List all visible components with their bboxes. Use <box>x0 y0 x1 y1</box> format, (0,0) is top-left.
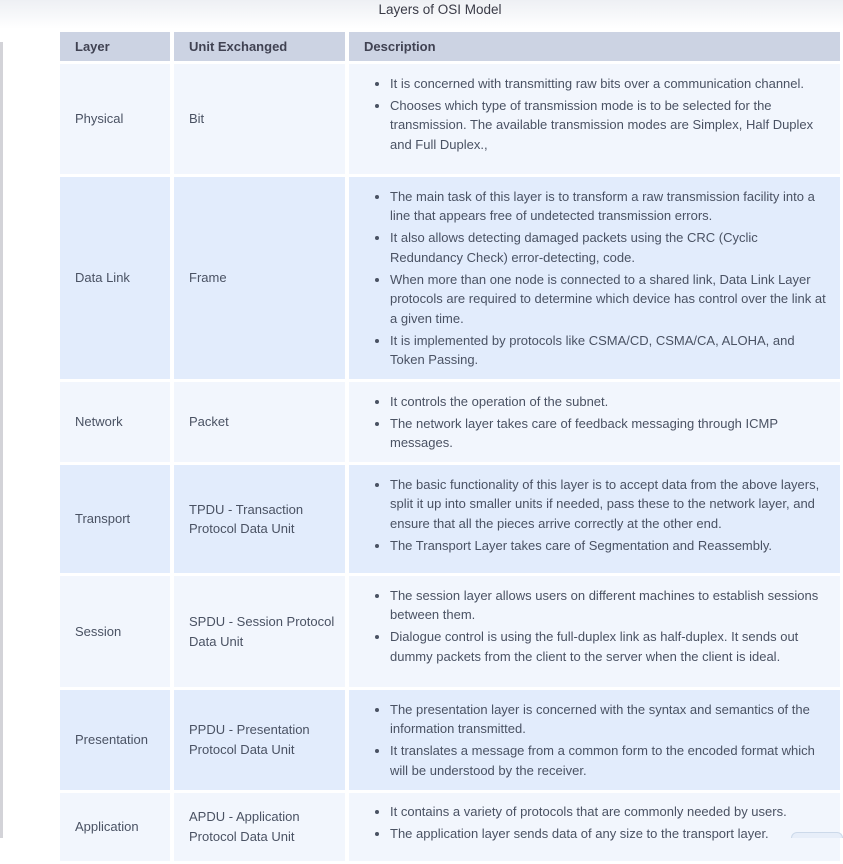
bottom-right-overlay-partial <box>791 832 843 838</box>
description-cell <box>349 177 840 379</box>
osi-table-body <box>60 64 840 861</box>
header-cell-layer: Layer <box>60 32 170 61</box>
table-row <box>60 690 840 790</box>
bullet-item: • It is concerned with transmitting raw bits over a communication channel. <box>390 74 826 94</box>
table-row <box>60 465 840 573</box>
description-bullet-list <box>349 586 826 667</box>
bullet-item: • It is implemented by protocols like CSMA/CD, CSMA/CA, ALOHA, and Token Passing. <box>390 331 826 370</box>
unit-exchanged-cell: Frame <box>174 177 345 379</box>
table-row <box>60 793 840 861</box>
table-row <box>60 177 840 379</box>
page-title: Layers of OSI Model <box>378 2 502 17</box>
header-cell-description: Description <box>349 32 840 61</box>
description-cell <box>349 382 840 462</box>
unit-exchanged-cell: Packet <box>174 382 345 462</box>
bullet-item: • It also allows detecting damaged packets using the CRC (Cyclic Redundancy Check) error-detecting, code. <box>390 228 826 267</box>
left-page-border <box>0 42 3 838</box>
bullet-item: • The application layer sends data of any size to the transport layer. <box>390 824 826 844</box>
bullet-item: • When more than one node is connected to a shared link, Data Link Layer protocols are required to determine which device has control over the link at a given time. <box>390 270 826 329</box>
bullet-item: • It contains a variety of protocols that are commonly needed by users. <box>390 802 826 822</box>
bullet-item: • It translates a message from a common form to the encoded format which will be understood by the receiver. <box>390 741 826 780</box>
description-cell <box>349 576 840 687</box>
layer-cell: Network <box>60 382 170 462</box>
description-bullet-list <box>349 187 826 370</box>
bullet-item: • The network layer takes care of feedback messaging through ICMP messages. <box>390 414 826 453</box>
description-cell <box>349 64 840 174</box>
bullet-item: • The Transport Layer takes care of Segmentation and Reassembly. <box>390 536 826 556</box>
table-row <box>60 382 840 462</box>
bullet-item: • The main task of this layer is to transform a raw transmission facility into a line that appears free of undetected transmission errors. <box>390 187 826 226</box>
bullet-item: • The basic functionality of this layer is to accept data from the above layers, split it up into smaller units if needed, pass these to the network layer, and ensure that all the pieces arrive correctly at the other end. <box>390 475 826 534</box>
layer-cell: Presentation <box>60 690 170 790</box>
bullet-item: • The session layer allows users on different machines to establish sessions between them. <box>390 586 826 625</box>
description-bullet-list <box>349 802 826 844</box>
unit-exchanged-cell: APDU - Application Protocol Data Unit <box>174 793 345 861</box>
bullet-item: • It controls the operation of the subnet. <box>390 392 826 412</box>
unit-exchanged-cell: Bit <box>174 64 345 174</box>
layer-cell: Application <box>60 793 170 861</box>
layer-cell: Transport <box>60 465 170 573</box>
osi-table <box>60 32 840 864</box>
unit-exchanged-cell: TPDU - Transaction Protocol Data Unit <box>174 465 345 573</box>
unit-exchanged-cell: SPDU - Session Protocol Data Unit <box>174 576 345 687</box>
header-cell-unit-exchanged: Unit Exchanged <box>174 32 345 61</box>
table-row <box>60 64 840 174</box>
table-row <box>60 576 840 687</box>
unit-exchanged-cell: PPDU - Presentation Protocol Data Unit <box>174 690 345 790</box>
description-cell <box>349 793 840 861</box>
layer-cell: Session <box>60 576 170 687</box>
table-header-row <box>60 32 840 61</box>
description-bullet-list <box>349 392 826 453</box>
description-bullet-list <box>349 74 826 155</box>
description-bullet-list <box>349 475 826 556</box>
description-cell <box>349 690 840 790</box>
layer-cell: Physical <box>60 64 170 174</box>
layer-cell: Data Link <box>60 177 170 379</box>
bullet-item: • The presentation layer is concerned with the syntax and semantics of the information transmitted. <box>390 700 826 739</box>
bullet-item: • Dialogue control is using the full-duplex link as half-duplex. It sends out dummy packets from the client to the server when the client is ideal. <box>390 627 826 666</box>
description-bullet-list <box>349 700 826 781</box>
bullet-item: • Chooses which type of transmission mode is to be selected for the transmission. The available transmission modes are Simplex, Half Duplex and Full Duplex., <box>390 96 826 155</box>
description-cell <box>349 465 840 573</box>
